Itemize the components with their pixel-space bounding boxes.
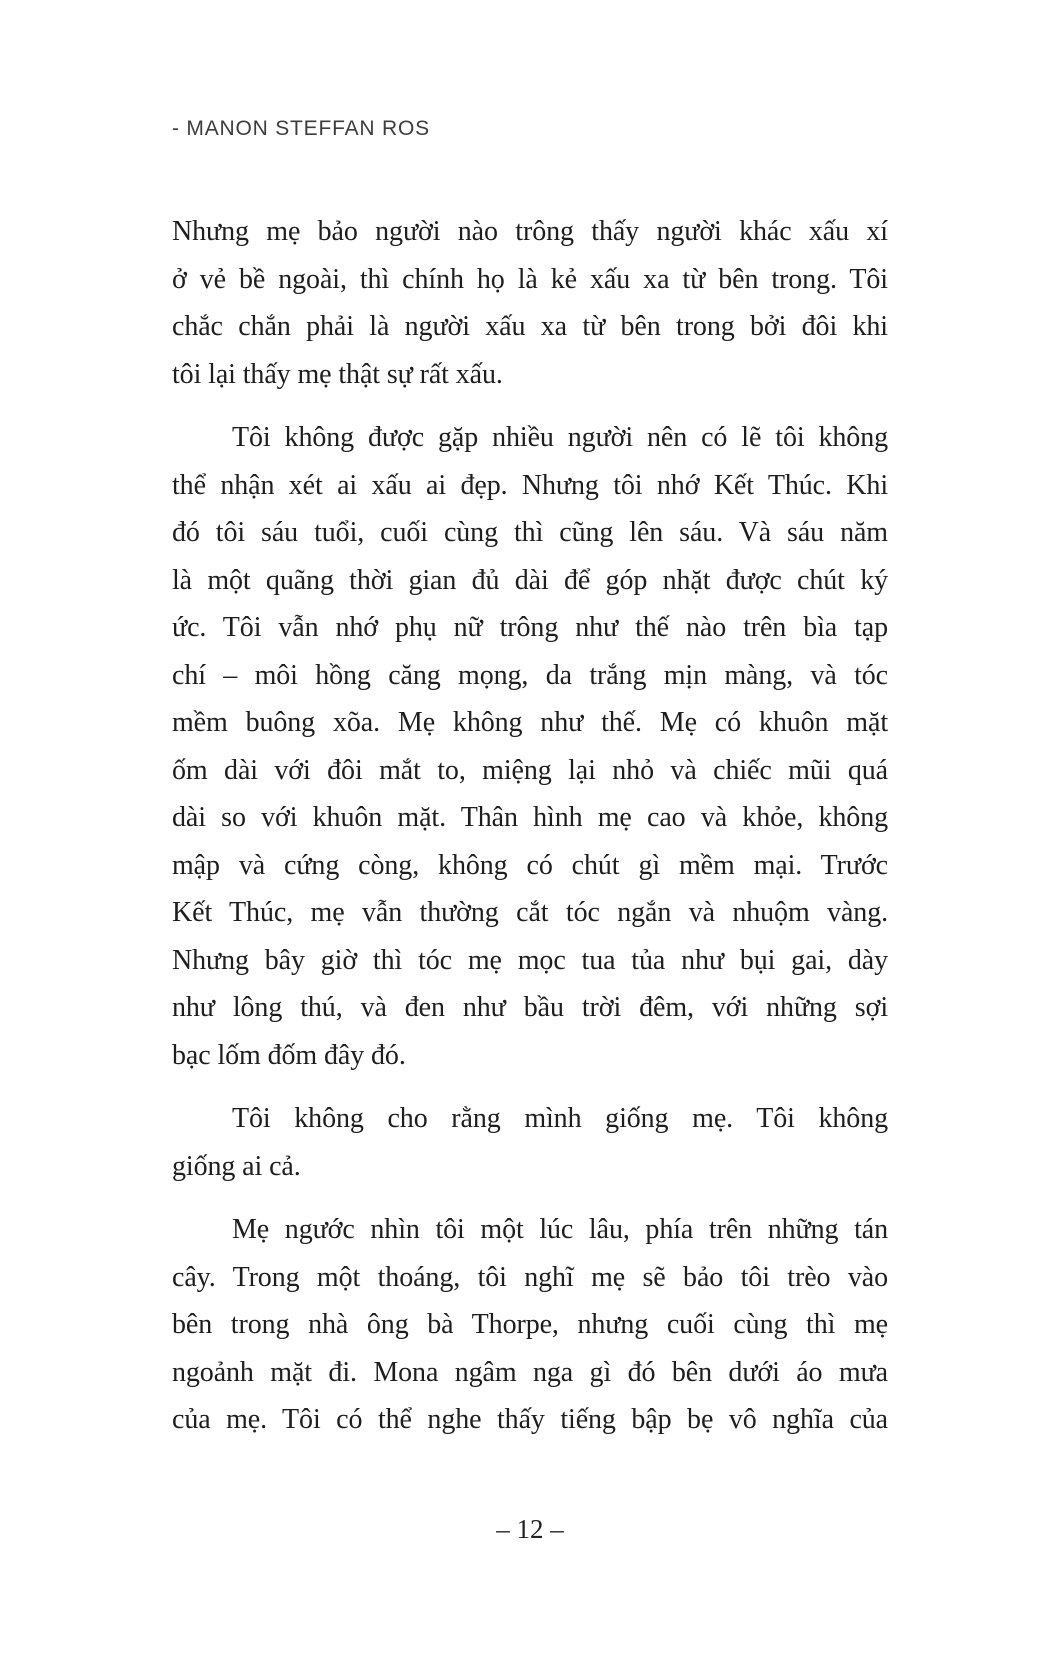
paragraph [172, 1206, 888, 1444]
text-line: ngoảnh mặt đi. Mona ngâm nga gì đó bên dưới áo mưa [172, 1356, 888, 1388]
text-line: mập và cứng còng, không có chút gì mềm mại. Trước [172, 849, 888, 881]
text-line: Tôi không cho rằng mình giống mẹ. Tôi không [232, 1103, 888, 1134]
text-line: chí – môi hồng căng mọng, da trắng mịn màng, và tóc [172, 659, 888, 691]
text-line: ức. Tôi vẫn nhớ phụ nữ trông như thế nào trên bìa tạp [172, 612, 888, 643]
running-header [172, 117, 430, 141]
paragraph [172, 1095, 888, 1190]
text-line: cây. Trong một thoáng, tôi nghĩ mẹ sẽ bảo tôi trèo vào [172, 1261, 888, 1293]
text-line: đó tôi sáu tuổi, cuối cùng thì cũng lên sáu. Và sáu năm [172, 517, 888, 548]
text-line: như lông thú, và đen như bầu trời đêm, với những sợi [172, 992, 888, 1023]
body-text [172, 208, 888, 1460]
text-line: Nhưng bây giờ thì tóc mẹ mọc tua tủa như bụi gai, dày [172, 944, 888, 976]
text-line: Kết Thúc, mẹ vẫn thường cắt tóc ngắn và nhuộm vàng. [172, 897, 888, 928]
text-line: ốm dài với đôi mắt to, miệng lại nhỏ và chiếc mũi quá [172, 754, 888, 786]
paragraph [172, 414, 888, 1079]
text-line: giống ai cả. [172, 1150, 301, 1182]
text-line: chắc chắn phải là người xấu xa từ bên trong bởi đôi khi [172, 311, 888, 342]
text-line: của mẹ. Tôi có thể nghe thấy tiếng bập bẹ vô nghĩa của [172, 1404, 888, 1435]
text-line: là một quãng thời gian đủ dài để góp nhặt được chút ký [172, 564, 888, 596]
text-line: mềm buông xõa. Mẹ không như thế. Mẹ có khuôn mặt [172, 707, 888, 738]
text-line: thể nhận xét ai xấu ai đẹp. Nhưng tôi nhớ Kết Thúc. Khi [172, 469, 888, 501]
author-name: - MANON STEFFAN ROS [172, 117, 430, 140]
text-line: dài so với khuôn mặt. Thân hình mẹ cao và khỏe, không [172, 802, 888, 833]
text-line: ở vẻ bề ngoài, thì chính họ là kẻ xấu xa từ bên trong. Tôi [172, 263, 888, 295]
text-line: bên trong nhà ông bà Thorpe, nhưng cuối cùng thì mẹ [172, 1309, 888, 1340]
text-line: Nhưng mẹ bảo người nào trông thấy người khác xấu xí [172, 216, 888, 247]
page-footer [172, 1514, 888, 1545]
text-line: Tôi không được gặp nhiều người nên có lẽ tôi không [232, 422, 888, 453]
paragraph [172, 208, 888, 398]
text-line: bạc lốm đốm đây đó. [172, 1039, 406, 1071]
text-line: tôi lại thấy mẹ thật sự rất xấu. [172, 358, 503, 390]
text-line: Mẹ ngước nhìn tôi một lúc lâu, phía trên những tán [232, 1214, 888, 1245]
page-number: – 12 – [496, 1514, 564, 1544]
